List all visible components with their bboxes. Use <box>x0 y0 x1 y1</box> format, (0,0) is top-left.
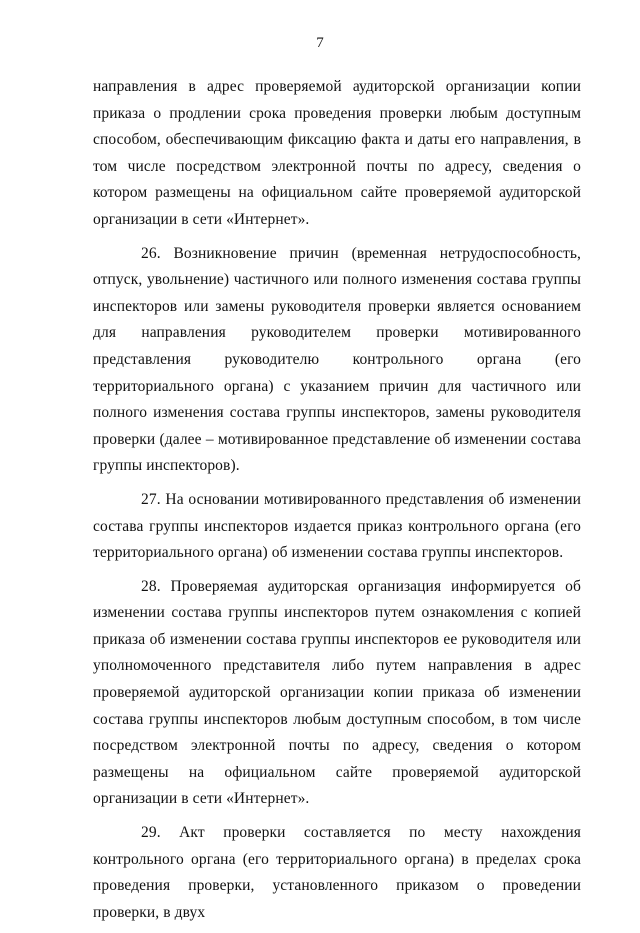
paragraph-29: 29. Акт проверки составляется по месту нахождения контрольного органа (его территориального органа) в пределах срока проведения проверки, установленного приказом о проведении проверки, в двух <box>93 824 581 921</box>
paragraph-26: 26. Возникновение причин (временная нетрудоспособность, отпуск, увольнение) частичного или полного изменения состава группы инспекторов или замены руководителя проверки является основанием для направления руководителем проверки мотивированного представления руководителю контрольного органа (его территориального органа) с указанием причин для частичного или полного изменения состава группы инспекторов, замены руководителя проверки (далее – мотивированное представление об изменении состава группы инспекторов). <box>93 244 581 475</box>
paragraph-28: 28. Проверяемая аудиторская организация информируется об изменении состава группы инспекторов путем ознакомления с копией приказа об изменении состава группы инспекторов ее руководителя или уполномоченного представителя либо путем направления в адрес проверяемой аудиторской организации копии приказа об изменении состава группы инспекторов любым доступным способом, в том числе посредством электронной почты по адресу, сведения о котором размещены на официальном сайте проверяемой аудиторской организации в сети «Интернет». <box>93 577 581 808</box>
page-number: 7 <box>316 35 324 51</box>
document-body <box>93 74 581 933</box>
paragraph-27: 27. На основании мотивированного представления об изменении состава группы инспекторов издается приказ контрольного органа (его территориального органа) об изменении состава группы инспекторов. <box>93 490 581 562</box>
paragraph-continuation: направления в адрес проверяемой аудиторской организации копии приказа о продлении срока проведения проверки любым доступным способом, обеспечивающим фиксацию факта и даты его направления, в том числе посредством электронной почты по адресу, сведения о котором размещены на официальном сайте проверяемой аудиторской организации в сети «Интернет». <box>93 78 581 228</box>
